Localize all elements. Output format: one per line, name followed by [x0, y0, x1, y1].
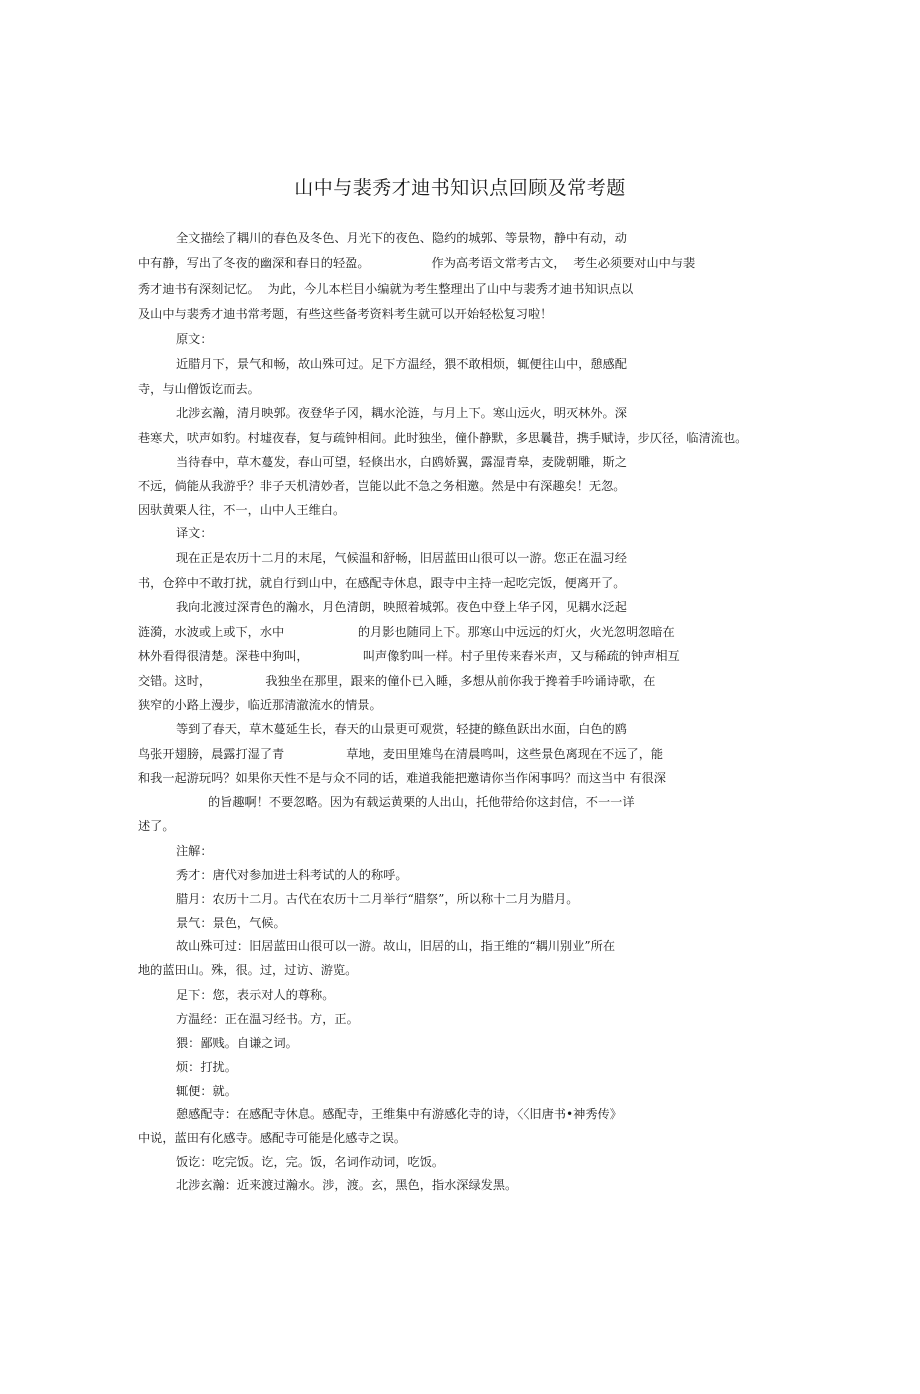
text-line: 当待春中，草木蔓发，春山可望，轻倏出水，白鸥娇翼，露湿青皋，麦陇朝雕，斯之 — [176, 455, 627, 469]
text-line: 因驮黄栗人往，不一，山中人王维白。 — [138, 503, 346, 517]
text-line: 饭讫：吃完饭。讫，完。饭，名词作动词，吃饭。 — [176, 1155, 445, 1169]
text-line: 辄便：就。 — [176, 1084, 237, 1098]
text-line: 鸟张开翅膀，晨露打湿了青 草地，麦田里雉鸟在清晨鸣叫，这些景色离现在不远了，能 — [138, 747, 664, 761]
text-line: 寺，与山僧饭讫而去。 — [138, 382, 260, 396]
text-line: 北涉玄瀚，清月映郭。夜登华子冈，耦水沦涟，与月上下。寒山远火，明灭林外。深 — [176, 406, 627, 420]
text-line: 不远，倘能从我游乎？非子天机清妙者，岂能以此不急之务相邀。然是中有深趣矣！无忽。 — [138, 479, 626, 493]
text-line: 近腊月下，景气和畅，故山殊可过。足下方温经，猥不敢相烦，辄便往山中，憩感配 — [176, 357, 627, 371]
text-line: 方温经：正在温习经书。方，正。 — [176, 1012, 359, 1026]
text-line: 中说，蓝田有化感寺。感配寺可能是化感寺之误。 — [138, 1131, 407, 1145]
text-line: 北涉玄瀚：近来渡过瀚水。涉，渡。玄，黑色，指水深绿发黑。 — [176, 1178, 518, 1192]
text-line: 秀才迪书有深刻记忆。 为此，今儿本栏目小编就为考生整理出了山中与裴秀才迪书知识点以 — [138, 282, 634, 296]
text-line: 涟漪，水波或上或下，水中 的月影也随同上下。那寒山中远远的灯火，火光忽明忽暗在 — [138, 625, 675, 639]
text-line: 我向北渡过深青色的瀚水，月色清朗，映照着城郭。夜色中登上华子冈，见耦水泛起 — [176, 600, 627, 614]
text-line: 景气：景色，气候。 — [176, 916, 286, 930]
text-line: 的旨趣啊！不要忽略。因为有载运黄栗的人出山，托他带给你这封信，不一一详 — [208, 795, 635, 809]
text-line: 憩感配寺：在感配寺休息。感配寺，王维集中有游感化寺的诗，〈〈旧唐书•神秀传》 — [176, 1107, 622, 1121]
text-line: 及山中与裴秀才迪书常考题，有些这些备考资料考生就可以开始轻松复习啦！ — [138, 307, 553, 321]
text-line: 和我一起游玩吗？如果你天性不是与众不同的话，难道我能把邀请你当作闲事吗？而这当中 有很深 — [138, 771, 666, 785]
text-line: 注解： — [176, 844, 213, 858]
text-line: 足下：您，表示对人的尊称。 — [176, 988, 335, 1002]
text-line: 狭窄的小路上漫步，临近那清澈流水的情景。 — [138, 698, 382, 712]
text-line: 书，仓猝中不敢打扰，就自行到山中，在感配寺休息，跟寺中主持一起吃完饭，便离开了。 — [138, 576, 626, 590]
text-line: 烦：打扰。 — [176, 1060, 237, 1074]
text-line: 交错。这时， 我独坐在那里，跟来的僮仆已入睡，多想从前你我于搀着手吟诵诗歌，在 — [138, 674, 656, 688]
page-title: 山中与裴秀才迪书知识点回顾及常考题 — [294, 177, 626, 199]
text-line: 原文： — [176, 332, 213, 346]
text-line: 腊月：农历十二月。古代在农历十二月举行“腊祭”，所以称十二月为腊月。 — [176, 892, 579, 906]
text-line: 现在正是农历十二月的末尾，气候温和舒畅，旧居蓝田山很可以一游。您正在温习经 — [176, 551, 627, 565]
text-line: 秀才：唐代对参加进士科考试的人的称呼。 — [176, 868, 408, 882]
text-line: 述了。 — [138, 819, 175, 833]
text-line: 巷寒犬，吠声如豹。村墟夜春，复与疏钟相间。此时独坐，僮仆静默，多思曩昔，携手赋诗，步仄径，临清流也。 — [138, 431, 748, 445]
text-line: 等到了春天，草木蔓延生长，春天的山景更可观赏，轻捷的鲦鱼跃出水面，白色的鸥 — [176, 722, 627, 736]
text-line: 译文： — [176, 526, 213, 540]
text-line: 猥：鄙贱。自谦之词。 — [176, 1036, 298, 1050]
text-line: 中有静，写出了冬夜的幽深和春日的轻盈。 作为高考语文常考古文， 考生必须要对山中与裴 — [138, 256, 696, 270]
text-line: 地的蓝田山。殊，很。过，过访、游览。 — [138, 963, 358, 977]
text-line: 林外看得很清楚。深巷中狗叫， 叫声像豹叫一样。村子里传来舂米声，又与稀疏的钟声相互 — [138, 649, 680, 663]
text-line: 故山殊可过：旧居蓝田山很可以一游。故山，旧居的山，指王维的“耦川别业”所在 — [176, 939, 616, 953]
text-line: 全文描绘了耦川的春色及冬色、月光下的夜色、隐约的城郭、等景物，静中有动，动 — [176, 231, 627, 245]
